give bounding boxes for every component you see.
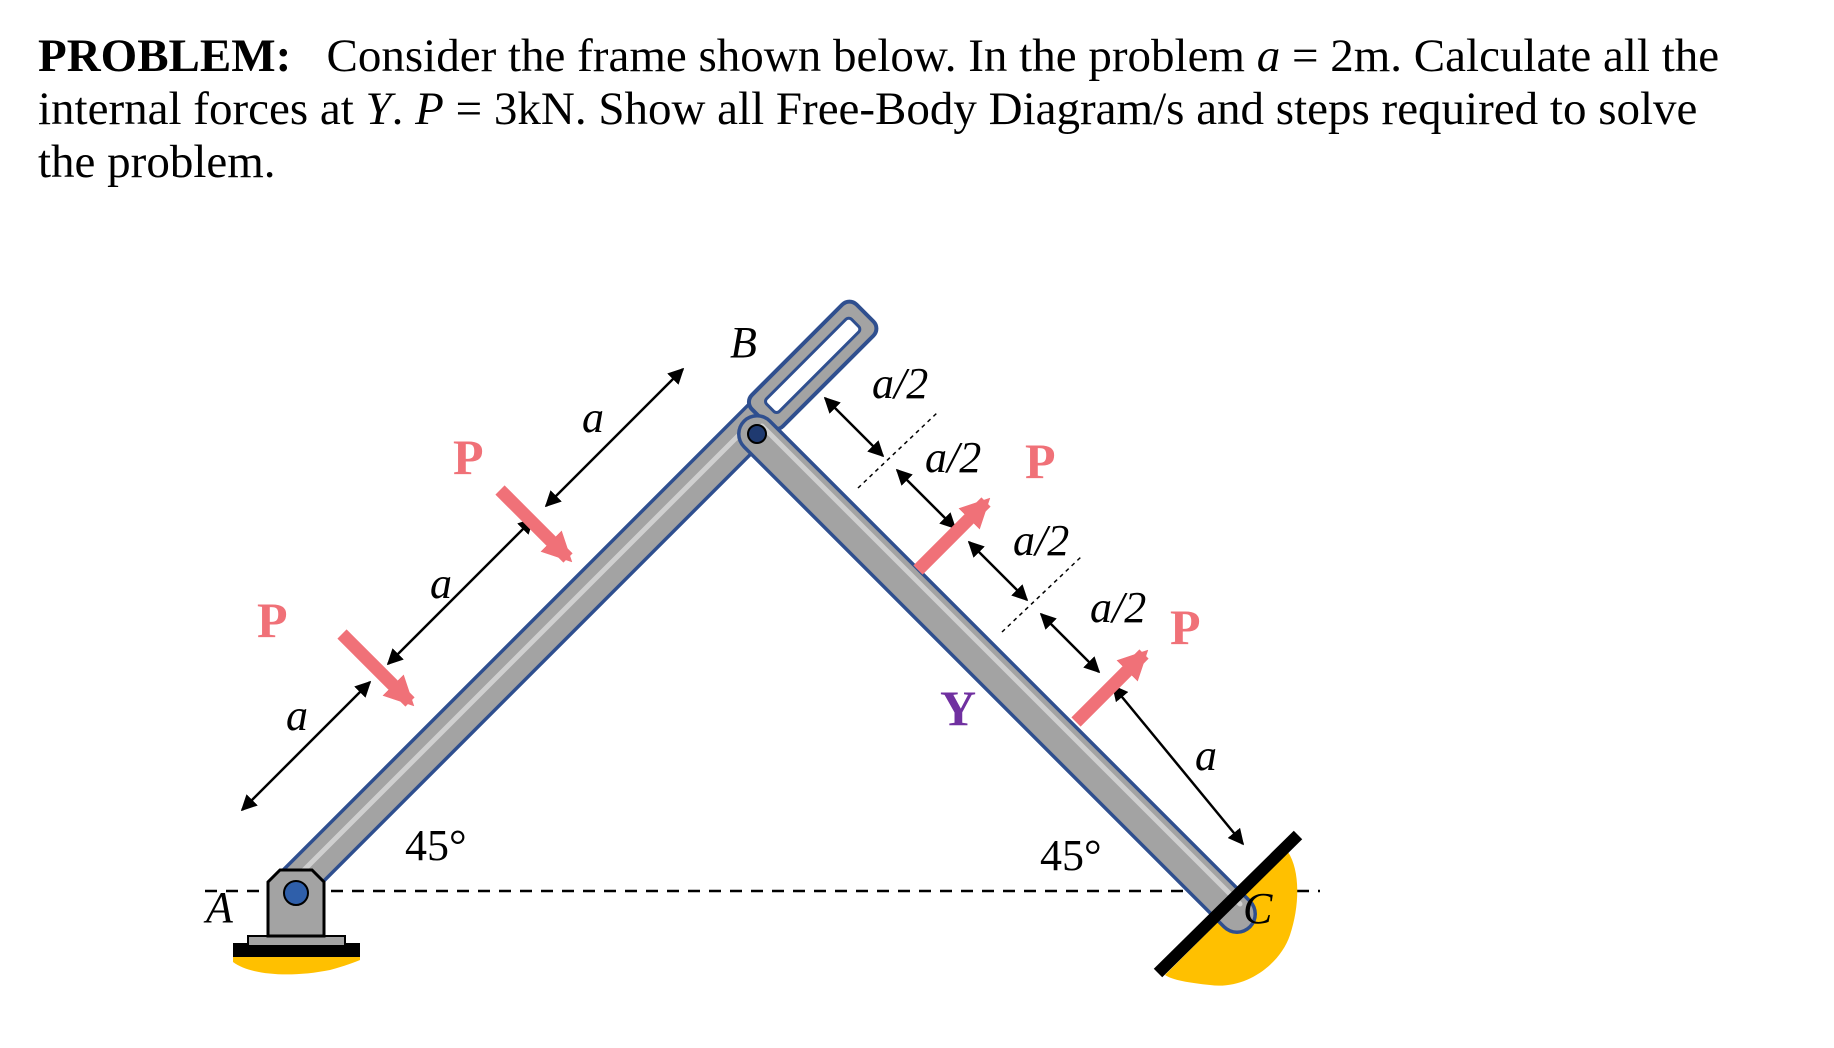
label-p-left-lower: P (257, 592, 288, 648)
pin-a (284, 881, 308, 905)
problem-heading: PROBLEM: (38, 30, 292, 82)
slot-bracket-b (745, 297, 881, 433)
witness-line-2 (1002, 556, 1082, 632)
label-p-right-upper: P (1025, 433, 1056, 489)
label-dim-right-3: a/2 (1013, 516, 1070, 565)
member-ab (288, 394, 780, 891)
problem-text-3: . (391, 83, 416, 135)
label-dim-left-2: a (430, 559, 452, 608)
problem-var-y: Y (365, 83, 392, 135)
dim-left-3 (546, 369, 683, 506)
label-y-point: Y (940, 680, 977, 736)
label-a-point: A (206, 883, 233, 932)
pin-support-a (233, 870, 360, 974)
pin-b (748, 425, 766, 443)
problem-var-p: P (415, 83, 444, 135)
label-dim-right-5: a (1195, 731, 1217, 780)
label-dim-left-1: a (286, 691, 308, 740)
member-bc (757, 426, 1240, 914)
label-c-point: C (1243, 884, 1273, 933)
problem-text-2: = 2m. Calculate all the internal forces at (38, 30, 1720, 135)
label-dim-left-3: a (582, 393, 604, 442)
force-p-right-upper (918, 502, 986, 570)
problem-text-4: = 3kN. Show all Free-Body Diagram/s and steps required to solve the problem. (38, 83, 1698, 188)
label-b-point: B (730, 318, 757, 367)
label-dim-right-4: a/2 (1090, 583, 1147, 632)
label-angle-left: 45° (405, 821, 467, 870)
force-p-left-upper (500, 490, 568, 558)
label-p-left-upper: P (453, 429, 484, 485)
label-p-right-lower: P (1170, 599, 1201, 655)
label-dim-right-2: a/2 (925, 433, 982, 482)
label-angle-right: 45° (1040, 831, 1102, 880)
force-p-left-lower (342, 634, 410, 702)
label-dim-right-1: a/2 (872, 359, 929, 408)
problem-text-1: Consider the frame shown below. In the problem (326, 30, 1257, 82)
problem-var-a: a (1256, 30, 1281, 82)
